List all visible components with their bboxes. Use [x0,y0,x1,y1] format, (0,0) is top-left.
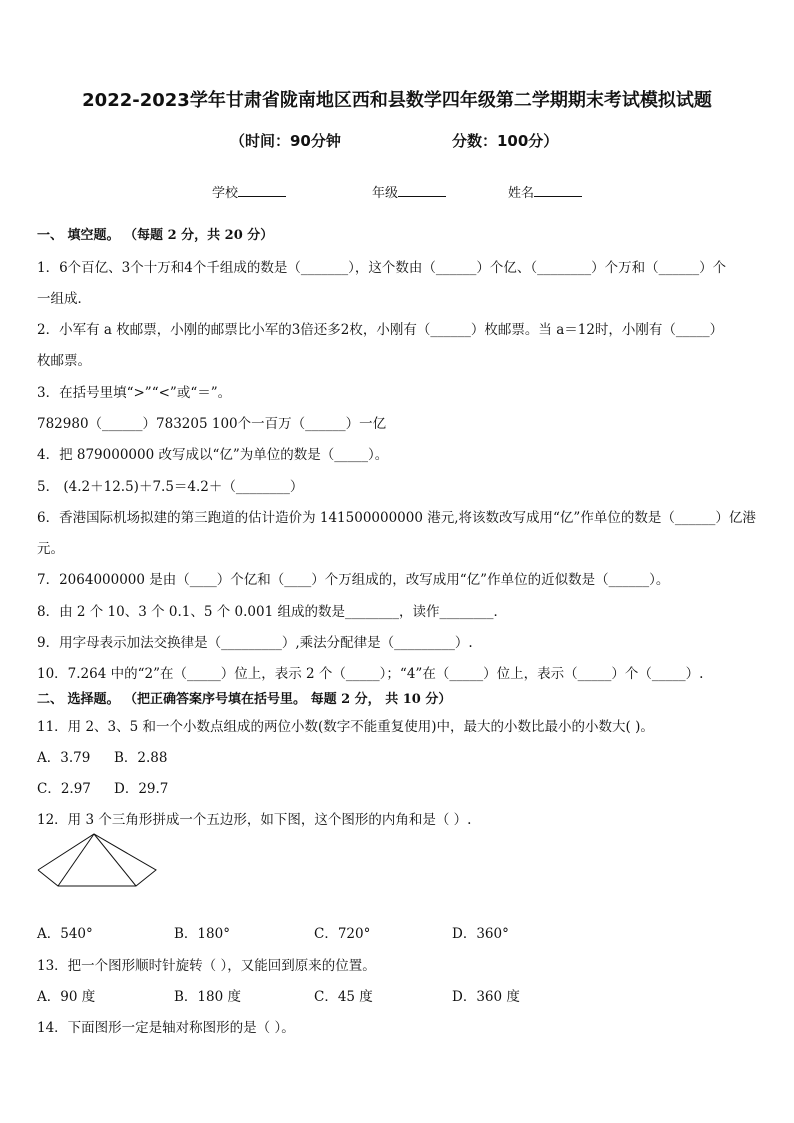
q13-option-a: A．90 度 [37,989,96,1005]
question-3-items: 782980（______）783205 100个一百万（______）一亿 [37,416,387,432]
question-6: 6．香港国际机场拟建的第三跑道的估计造价为 141500000000 港元,将该数改写成用“亿”作单位的数是（______）亿港 [37,510,756,526]
pentagon-outline [38,834,156,886]
q11-option-d: D．29.7 [114,781,169,797]
name-blank [534,184,582,197]
q12-option-c: C．720° [314,926,371,942]
q12-option-a: A．540° [37,926,93,942]
school-blank [238,184,286,197]
question-10: 10．7.264 中的“2”在（_____）位上，表示 2 个（_____）；“4”在（_____）位上，表示（_____）个（_____）. [37,666,704,682]
section1-heading: 一、 填空题。 （每题 2 分，共 20 分） [37,228,274,243]
question-8: 8．由 2 个 10、3 个 0.1、5 个 0.001 组成的数是________，读作________． [37,604,507,620]
exam-score: 分数：100分） [452,132,559,150]
q11-option-b: B．2.88 [114,750,168,766]
grade-field [372,182,446,201]
question-1-cont: 一组成． [37,291,91,307]
q12-option-b: B．180° [174,926,230,942]
name-label: 姓名 [508,186,535,201]
question-12: 12．用 3 个三角形拼成一个五边形，如下图，这个图形的内角和是（ ）. [37,812,472,828]
question-2: 2．小军有 a 枚邮票，小刚的邮票比小军的3倍还多2枚，小刚有（______）枚邮票。当 a＝12时，小刚有（_____） [37,322,724,338]
question-5: 5． (4.2＋12.5)＋7.5＝4.2＋（________） [37,479,304,495]
question-3: 3．在括号里填“>”“<”或“＝”。 [37,385,232,401]
question-9: 9．用字母表示加法交换律是（_________）,乘法分配律是（_________）. [37,635,473,651]
pentagon-figure [36,832,160,888]
question-6-cont: 元。 [37,541,64,557]
q13-option-d: D．360 度 [452,989,520,1005]
grade-label: 年级 [372,186,399,201]
question-4: 4．把 879000000 改写成以“亿”为单位的数是（_____）。 [37,447,389,463]
question-7: 7．2064000000 是由（____）个亿和（____）个万组成的，改写成用“亿”作单位的近似数是（______）。 [37,572,670,588]
triangle-divider-right [94,834,136,886]
question-13: 13．把一个图形顺时针旋转（ ），又能回到原来的位置。 [37,958,376,974]
page-title: 2022-2023学年甘肃省陇南地区西和县数学四年级第二学期期末考试模拟试题 [82,90,712,111]
name-field [508,182,582,201]
section2-heading: 二、 选择题。 （把正确答案序号填在括号里。 每题 2 分， 共 10 分） [37,692,452,707]
q11-option-a: A．3.79 [37,750,91,766]
q13-option-b: B．180 度 [174,989,241,1005]
question-11: 11．用 2、3、5 和一个小数点组成的两位小数(数字不能重复使用)中，最大的小数比最小的小数大( )。 [37,719,654,735]
school-label: 学校 [212,186,239,201]
q13-option-c: C．45 度 [314,989,373,1005]
q11-option-c: C．2.97 [37,781,91,797]
grade-blank [398,184,446,197]
question-1: 1．6个百亿、3个十万和4个千组成的数是（_______），这个数由（______）个亿、（________）个万和（______）个 [37,260,727,276]
school-field [212,182,286,201]
question-14: 14．下面图形一定是轴对称图形的是（ ）。 [37,1020,295,1036]
q12-option-d: D．360° [452,926,509,942]
question-2-cont: 枚邮票。 [37,353,91,369]
exam-time: （时间：90分钟 [230,132,341,150]
triangle-divider-left [58,834,94,886]
